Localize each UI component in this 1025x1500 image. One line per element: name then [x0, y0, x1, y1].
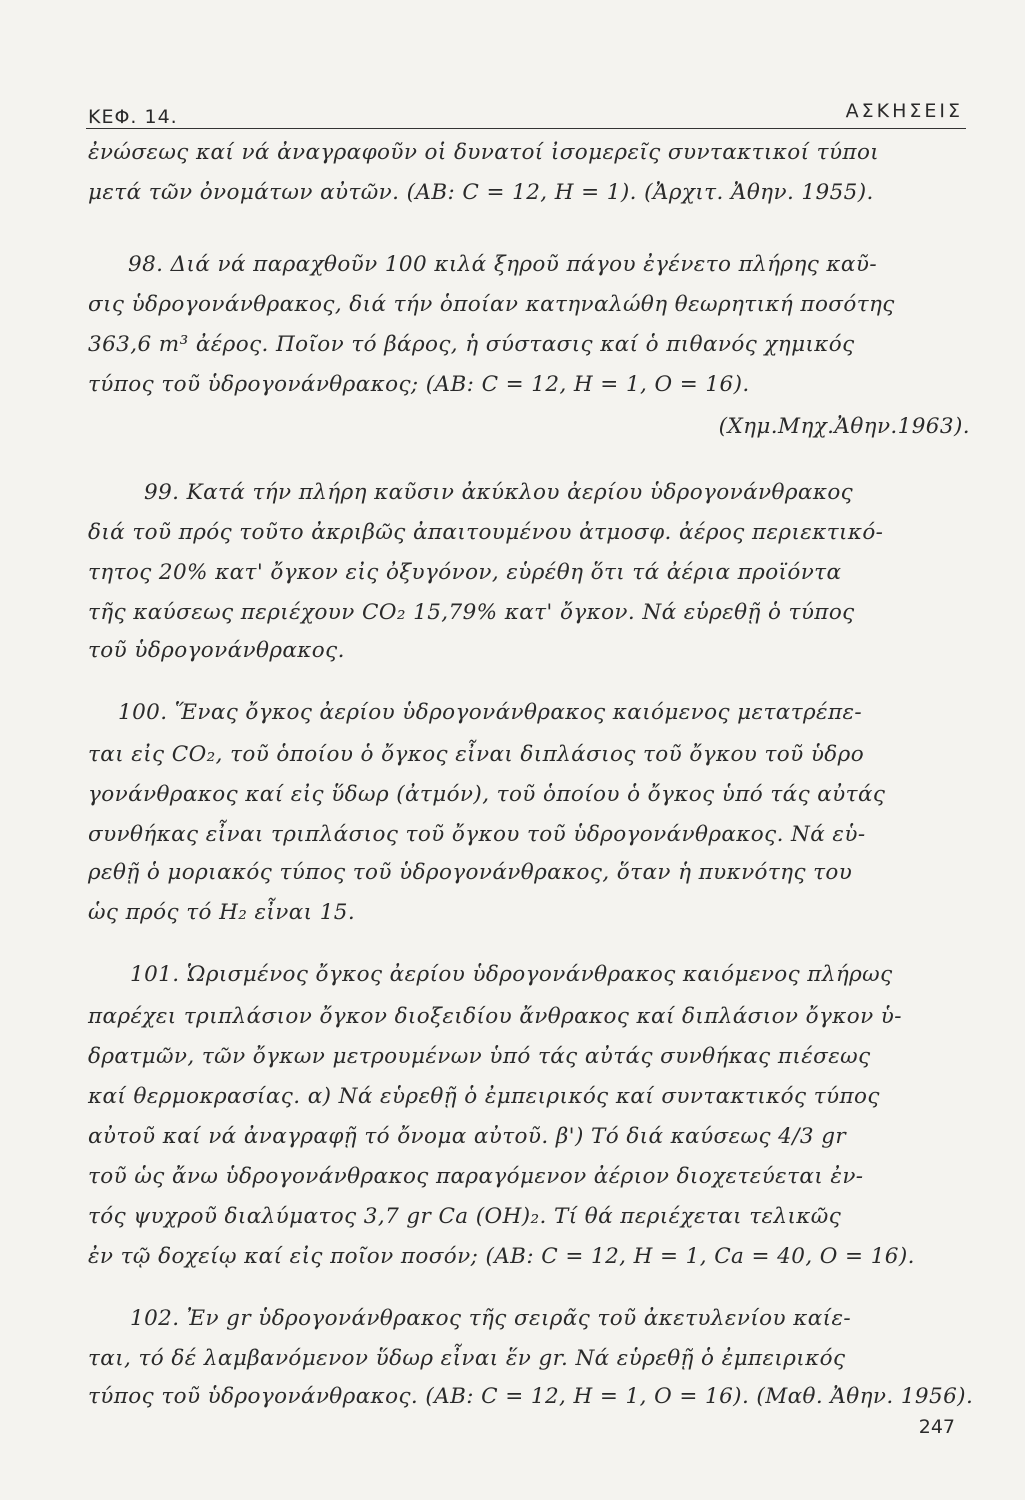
text-line: τοῦ ὑδρογονάνθρακος. — [88, 638, 345, 663]
text-line: σις ὑδρογονάνθρακος, διά τήν ὁποίαν κατηναλώθη θεωρητική ποσότης — [88, 292, 895, 317]
text-line: τύπος τοῦ ὑδρογονάνθρακος. (ΑΒ: C = 12, H = 1, O = 16). (Μαθ. Ἀθην. 1956). — [88, 1384, 974, 1409]
source-citation: (Χημ.Μηχ.Ἀθην.1963). — [718, 414, 970, 439]
exercise-98-line: 98. Διά νά παραχθοῦν 100 κιλά ξηροῦ πάγου ἐγένετο πλήρης καῦ- — [128, 252, 877, 277]
header-divider — [86, 128, 966, 129]
text-line: γονάνθρακος καί εἰς ὕδωρ (ἀτμόν), τοῦ ὁποίου ὁ ὄγκος ὑπό τάς αὐτάς — [88, 782, 886, 807]
text-line: αὐτοῦ καί νά ἀναγραφῇ τό ὄνομα αὐτοῦ. β') Τό διά καύσεως 4/3 gr — [88, 1124, 847, 1149]
text-line: τός ψυχροῦ διαλύματος 3,7 gr Ca (OH)₂. Τί θά περιέχεται τελικῶς — [88, 1204, 842, 1229]
text-line: ται εἰς CO₂, τοῦ ὁποίου ὁ ὄγκος εἶναι διπλάσιος τοῦ ὄγκου τοῦ ὑδρο — [88, 742, 865, 767]
text-line: ρεθῇ ὁ μοριακός τύπος τοῦ ὑδρογονάνθρακος, ὅταν ἡ πυκνότης του — [88, 860, 853, 885]
text-line: ὡς πρός τό H₂ εἶναι 15. — [88, 900, 356, 925]
text-line: δρατμῶν, τῶν ὄγκων μετρουμένων ὑπό τάς αὐτάς συνθήκας πιέσεως — [88, 1044, 871, 1069]
exercise-102-line: 102. Ἐν gr ὑδρογονάνθρακος τῆς σειρᾶς τοῦ ἀκετυλενίου καίε- — [130, 1306, 852, 1331]
text-line: τητος 20% κατ' ὄγκον εἰς ὀξυγόνον, εὑρέθη ὅτι τά ἀέρια προϊόντα — [88, 560, 842, 585]
exercise-100-line: 100. Ἕνας ὄγκος ἀερίου ὑδρογονάνθρακος καιόμενος μετατρέπε- — [118, 700, 863, 725]
exercise-99-line: 99. Κατά τήν πλήρη καῦσιν ἀκύκλου ἀερίου ὑδρογονάνθρακος — [144, 480, 854, 505]
text-line: ἐνώσεως καί νά ἀναγραφοῦν οἱ δυνατοί ἰσομερεῖς συντακτικοί τύποι — [88, 140, 880, 165]
page-number: 247 — [918, 1416, 955, 1438]
text-line: παρέχει τριπλάσιον ὄγκον διοξειδίου ἄνθρακος καί διπλάσιον ὄγκον ὑ- — [88, 1004, 902, 1029]
text-line: ται, τό δέ λαμβανόμενον ὕδωρ εἶναι ἕν gr. Νά εὑρεθῇ ὁ ἐμπειρικός — [88, 1346, 846, 1371]
page-header-title: ΑΣΚΗΣΕΙΣ — [845, 100, 963, 122]
chapter-label: ΚΕΦ. 14. — [88, 106, 178, 128]
text-line: διά τοῦ πρός τοῦτο ἀκριβῶς ἀπαιτουμένου ἀτμοσφ. ἀέρος περιεκτικό- — [88, 520, 884, 545]
text-line: συνθήκας εἶναι τριπλάσιος τοῦ ὄγκου τοῦ ὑδρογονάνθρακος. Νά εὑ- — [88, 822, 866, 847]
text-line: τῆς καύσεως περιέχουν CO₂ 15,79% κατ' ὄγκον. Νά εὑρεθῇ ὁ τύπος — [88, 600, 855, 625]
exercise-101-line: 101. Ὡρισμένος ὄγκος ἀερίου ὑδρογονάνθρακος καιόμενος πλήρως — [130, 962, 893, 987]
text-line: τοῦ ὡς ἄνω ὑδρογονάνθρακος παραγόμενον ἀέριον διοχετεύεται ἐν- — [88, 1164, 864, 1189]
text-line: μετά τῶν ὀνομάτων αὐτῶν. (ΑΒ: C = 12, H = 1). (Ἀρχιτ. Ἀθην. 1955). — [88, 180, 874, 205]
text-line: καί θερμοκρασίας. α) Νά εὑρεθῇ ὁ ἐμπειρικός καί συντακτικός τύπος — [88, 1084, 880, 1109]
text-line: τύπος τοῦ ὑδρογονάνθρακος; (ΑΒ: C = 12, H = 1, O = 16). — [88, 372, 750, 397]
text-line: ἐν τῷ δοχείῳ καί εἰς ποῖον ποσόν; (ΑΒ: C = 12, H = 1, Ca = 40, O = 16). — [88, 1244, 915, 1269]
text-line: 363,6 m³ ἀέρος. Ποῖον τό βάρος, ἡ σύστασις καί ὁ πιθανός χημικός — [88, 332, 855, 357]
